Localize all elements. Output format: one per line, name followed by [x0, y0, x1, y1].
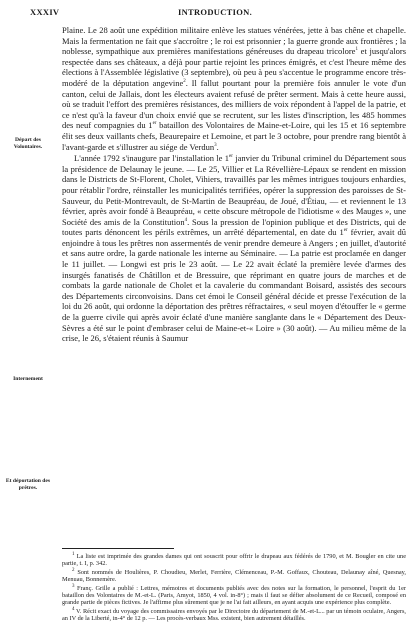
ordinal-superscript: er — [152, 121, 157, 127]
text-run: janvier du Tribunal criminel du Département sous la présidence de Delaunay le jeune. — Le 25, Villier et La Révellière-Lépaux se rendent en mission dans le Districts de St-Florent, Cholet, Vihiers, travaillés par les mêmes intrigues toujours enhardies, pour rétablir l'ordre, réinstaller les municipalités terrifiées, opérer la suppression des paroisses de St-Sauveur, du Petit-Montrevault, de St-Martin de Beaupréau, de Joué, d'Étiau, — et reviennent le 13 février, après avoir fondé à Beaupréau, « cette obscure métropole de l'idiotisme « des Mauges », une Société des amis de la Constitution — [62, 153, 407, 227]
footnote-ref-3: 3 — [214, 142, 217, 148]
footnote-ref-4: 4 — [184, 217, 188, 223]
footnote-text: V. Récit exact du voyage des commissaires envoyés par le Directoire du département de M.-et-L... par un témoin oculaire, Angers, an IV de la Liberté, in-4° de 12 p. — Les procès-verbaux Mss. existent, bien autrement détaillés. — [62, 607, 406, 623]
text-run: et jusqu'alors respectée dans ses châteaux, a déjà pour partie rejoint les princes émigrés, et c'est l'heure même des élections à l'Assemblée législative (3 septembre), où peu à peu s'accentue le programme encore très-modéré de la députation angevine — [62, 46, 407, 88]
footnotes — [62, 553, 406, 624]
footnote-3: $^3$ Franç. Grille a publié : Lettres, mémoires et documents publiés avec des notes sur la formation, le personnel, l'esprit du 1er bataillon des Volontaires de M.-et-L. (Paris, Amyot, 1850, 4 vol. in-8°) ; mais il faut se défier absolument de ce Recueil, composé en grande partie de pièces fictives. Je l'affirme plus sûrement que je ne l'ai fait ailleurs, en ayant acquis une expérience plus complète. — [62, 583, 406, 607]
text-run: L'année 1792 s'inaugure par l'installation le 1 — [74, 153, 230, 164]
text-run: . — [216, 141, 219, 152]
text-run: . Il fallut pourtant pour la première fois annuler le vote d'un canton, celui de Jallais, dont les électeurs avaient refusé de prêter serment. Mais à cette heure aussi, où se traduit l'effort des premières résistances, des milliers de voix répondent à l'appel de la patrie, et ce n'est qu'à la faveur d'un choix envié que se recrutent, sur les listes d'inscription, les 485 hommes des neuf compagnies du 1 — [62, 77, 406, 131]
footnote-2: $^2$ Sont nommés de Houlières, P. Choudieu, Merlet, Ferrière, Clémenceau, P.-M. Goffaux, Chouteau, Delaunay aîné, Quesnay, Menuau, Bonnemère. — [62, 567, 407, 584]
ordinal-superscript: er — [229, 154, 233, 160]
margin-note-depart: Départ des Volontaires. — [13, 137, 43, 150]
paragraph-1 — [62, 25, 406, 152]
footnote-text: La liste est imprimée des grandes dames qui ont souscrit pour offrir le drapeau aux fédérés de 1790, et M. Bougler en cite une partie, t. I, p. 342. — [62, 553, 407, 568]
footnote-divider — [62, 548, 174, 549]
footnote-ref-1: 1 — [355, 47, 358, 53]
body-text — [62, 25, 406, 344]
margin-note-internement: Internement — [13, 376, 43, 382]
page-number: XXXIV — [30, 7, 60, 17]
margin-note-deportation: Et déportation des prêtres. — [5, 478, 51, 491]
text-run: février, avait dû enjoindre à tous les prêtres non assermentés de venir prendre demeure à Angers ; en juillet, d'autorité et sans autre ordre, la garde nationale les interne au Séminaire. — La patrie est proclamée en danger le 11 juillet. — Longwi est pris le 23 août. — Le 22 avait éclaté la première levée d'armes des insurgés fanatisés de Châtillon et de Bressuire, que réprimant en quatre jours de marches et de combats la garde nationale de Cholet et la cavalerie du commandant Boisard, assistés des secours des Départements circonvoisins. Dans cet émoi le Conseil général décide et presse l'exécution de la loi du 26 août, qui ordonne la déportation des prêtres réfractaires, « seul moyen d'étouffer le « germe de la guerre civile qui après avoir éclaté d'une manière sanglante dans le « Département des Deux-Sèvres a été sur le point d'embraser celui de Maine-et-« Loire » (30 août). — Au milieu même de la crise, le 26, s'étaient réunis à Saumur — [62, 227, 406, 344]
text-run: bataillon des Volontaires de Maine-et-Loire, qui les 15 et 16 septembre élit ses deux vaillants chefs, Beaurepaire et Lemoine, et part le 3 octobre, pour prendre rang bientôt à l'avant-garde et s'illustrer au siége de Verdun — [62, 120, 406, 152]
footnote-ref-2: 2 — [183, 79, 186, 85]
ordinal-superscript: er — [343, 228, 348, 234]
footnote-text: Sont nommés de Houlières, P. Choudieu, Merlet, Ferrière, Clémenceau, P.-M. Goffaux, Chouteau, Delaunay aîné, Quesnay, Menuau, Bonnemère. — [62, 568, 407, 584]
text-run: . Sous la pression de l'opinion publique et des Districts, qui de toutes parts dénoncent les périls extrêmes, un arrêté départemental, en date du 1 — [62, 216, 406, 238]
paragraph-2 — [62, 153, 406, 344]
footnote-4: $^4$ V. Récit exact du voyage des commissaires envoyés par le Directoire du département de M.-et-L... par un témoin oculaire, Angers, an IV de la Liberté, in-4° de 12 p. — Les procès-verbaux Mss. existent, bien autrement détaillés. — [62, 606, 406, 623]
footnote-text: Franç. Grille a publié : Lettres, mémoires et documents publiés avec des notes sur la formation, le personnel, l'esprit du 1er bataillon des Volontaires de M.-et-L. (Paris, Amyot, 1850, 4 vol. in-8°) ; mais il faut se défier absolument de ce Recueil, composé en grande partie de pièces fictives. Je l'affirme plus sûrement que je ne l'ai fait ailleurs, en ayant acquis une expérience plus complète. — [62, 584, 406, 607]
running-header — [30, 7, 400, 19]
text-run: Plaine. Le 28 août une expédition militaire enlève les statues vénérées, jette à bas chêne et chapelle. Mais la fermentation ne fait que s'accroître ; le roi est prisonnier ; la guerre gronde aux frontières ; la noblesse, sympathique aux premières manifestations généreuses du drapeau tricolore — [62, 25, 406, 57]
running-title: INTRODUCTION. — [177, 7, 253, 17]
footnote-1: $^1$ La liste est imprimée des grandes dames qui ont souscrit pour offrir le drapeau aux fédérés de 1790, et M. Bougler en cite une partie, t. I, p. 342. — [62, 551, 407, 568]
